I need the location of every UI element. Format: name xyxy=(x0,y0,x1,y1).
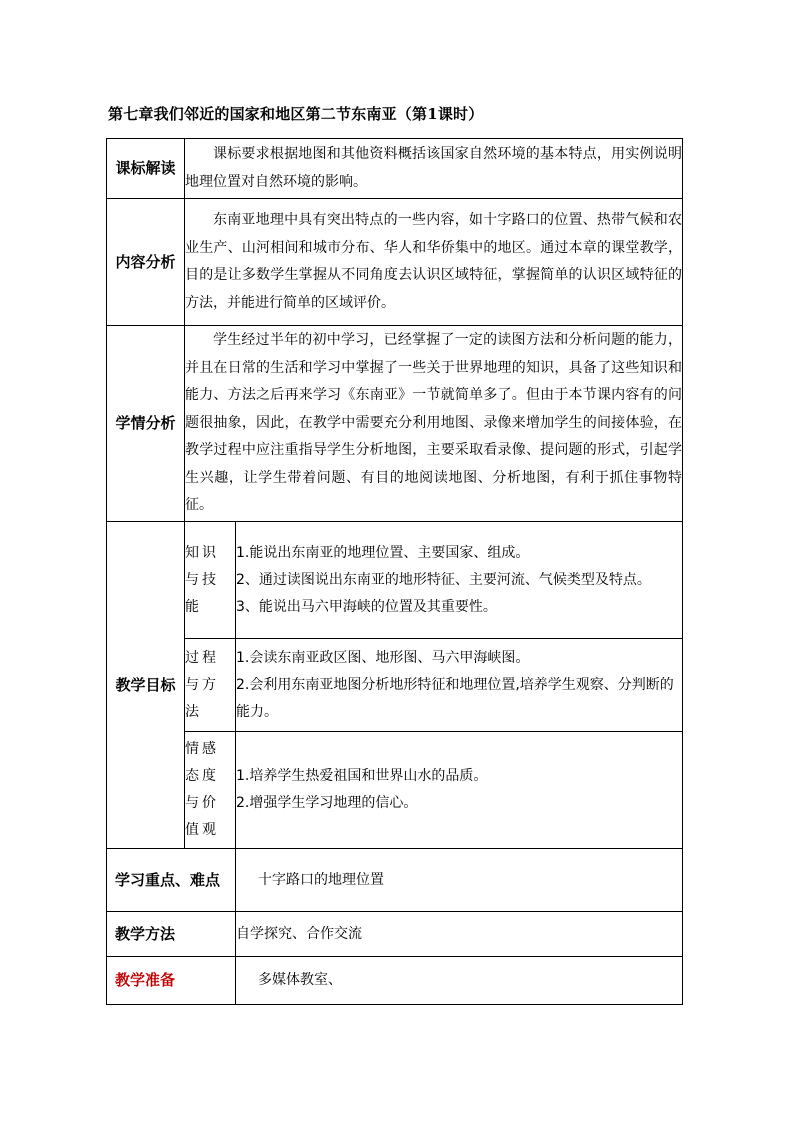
standard-row xyxy=(107,139,683,199)
standard-label: 课标解读 xyxy=(107,139,185,199)
process-list xyxy=(236,639,683,732)
list-item: 1.培养学生热爱祖国和世界山水的品质。 xyxy=(236,768,488,784)
content-text: 东南亚地理中具有突出特点的一些内容，如十字路口的位置、热带气候和农业生产、山河相间和城市分布、华人和华侨集中的地区。通过本章的课堂教学，目的是让多数学生掌握从不同角度去认识区域特征，掌握简单的认识区域特征的方法，并能进行简单的区域评价。 xyxy=(185,199,683,326)
lesson-plan-table xyxy=(106,138,683,1005)
process-row xyxy=(107,639,683,732)
focus-text: 十字路口的地理位置 xyxy=(236,849,683,912)
prep-label: 教学准备 xyxy=(107,957,236,1005)
emotion-row xyxy=(107,732,683,849)
list-item: 2.增强学生学习地理的信心。 xyxy=(236,795,418,811)
focus-label: 学习重点、难点 xyxy=(107,849,236,912)
students-text: 学生经过半年的初中学习，已经掌握了一定的读图方法和分析问题的能力，并且在日常的生活和学习中掌握了一些关于世界地理的知识，具备了这些知识和能力、方法之后再来学习《东南亚》一节就简单多了。但由于本节课内容有的问题很抽象，因此，在教学中需要充分利用地图、录像来增加学生的间接体验，在教学过程中应注重指导学生分析地图，主要采取看录像、提问题的形式，引起学生兴趣，让学生带着问题、有目的地阅读地图、分析地图，有利于抓住事物特征。 xyxy=(185,326,683,522)
goals-label: 教学目标 xyxy=(107,522,185,849)
list-item: 3、能说出马六甲海峡的位置及其重要性。 xyxy=(236,598,497,615)
emotion-list xyxy=(236,732,683,849)
list-item: 1.会读东南亚政区图、地形图、马六甲海峡图。 xyxy=(236,649,530,666)
prep-text: 多媒体教室、 xyxy=(236,957,683,1005)
content-row xyxy=(107,199,683,326)
students-row xyxy=(107,326,683,522)
standard-text: 课标要求根据地图和其他资料概括该国家自然环境的基本特点，用实例说明地理位置对自然环境的影响。 xyxy=(185,139,683,199)
knowledge-list xyxy=(236,522,683,639)
students-label: 学情分析 xyxy=(107,326,185,522)
content-label: 内容分析 xyxy=(107,199,185,326)
emotion-label: 情感态度与价值观 xyxy=(185,732,236,849)
list-item: 2.会利用东南亚地图分析地形特征和地理位置,培养学生观察、分判断的能力。 xyxy=(236,676,674,720)
page-title: 第七章我们邻近的国家和地区第二节东南亚（第1课时） xyxy=(108,105,484,123)
list-item: 2、通过读图说出东南亚的地形特征、主要河流、气候类型及特点。 xyxy=(236,571,651,588)
prep-row xyxy=(107,957,683,1005)
method-row xyxy=(107,912,683,957)
method-text: 自学探究、合作交流 xyxy=(236,912,683,957)
method-label: 教学方法 xyxy=(107,912,236,957)
process-label: 过程与方法 xyxy=(185,639,236,732)
knowledge-row xyxy=(107,522,683,639)
knowledge-label: 知识与技能 xyxy=(185,522,236,639)
list-item: 1.能说出东南亚的地理位置、主要国家、组成。 xyxy=(236,544,530,561)
focus-row xyxy=(107,849,683,912)
